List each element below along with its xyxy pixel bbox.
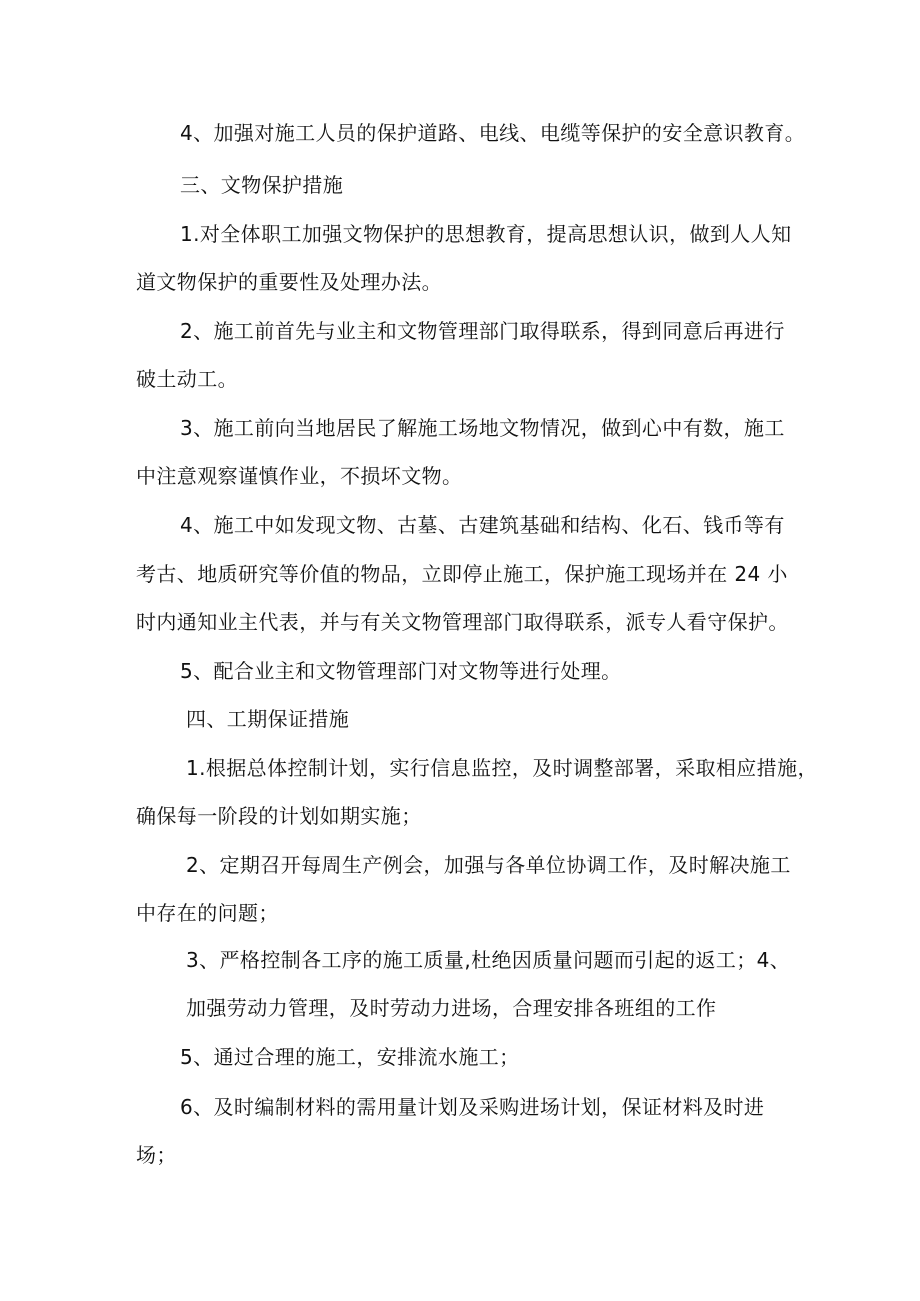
- paragraph-line: 5、通过合理的施工，安排流水施工；: [180, 1045, 520, 1069]
- paragraph-line: 2、定期召开每周生产例会，加强与各单位协调工作，及时解决施工: [186, 853, 791, 877]
- paragraph-line: 中注意观察谨慎作业，不损坏文物。: [136, 464, 463, 488]
- paragraph-line: 3、严格控制各工序的施工质量,杜绝因质量问题而引起的返工；4、: [186, 948, 791, 972]
- paragraph-line: 5、配合业主和文物管理部门对文物等进行处理。: [180, 659, 622, 683]
- paragraph-line: 4、施工中如发现文物、古墓、古建筑基础和结构、化石、钱币等有: [180, 513, 785, 537]
- section-heading: 四、工期保证措施: [186, 707, 350, 731]
- paragraph-line: 1.对全体职工加强文物保护的思想教育，提高思想认识，做到人人知: [180, 222, 792, 246]
- paragraph-line: 场；: [136, 1143, 177, 1167]
- paragraph-line: 加强劳动力管理，及时劳动力进场，合理安排各班组的工作: [186, 996, 717, 1020]
- paragraph-line: 破土动工。: [136, 367, 238, 391]
- paragraph-line: 时内通知业主代表，并与有关文物管理部门取得联系，派专人看守保护。: [136, 610, 789, 634]
- paragraph-line: 6、及时编制材料的需用量计划及采购进场计划，保证材料及时进: [180, 1095, 765, 1119]
- paragraph-line: 道文物保护的重要性及处理办法。: [136, 270, 442, 294]
- paragraph-line: 2、施工前首先与业主和文物管理部门取得联系，得到同意后再进行: [180, 319, 785, 343]
- paragraph-line: 考古、地质研究等价值的物品，立即停止施工，保护施工现场并在 24 小: [136, 562, 788, 586]
- paragraph-line: 中存在的问题；: [136, 901, 279, 925]
- section-heading: 三、文物保护措施: [180, 173, 344, 197]
- paragraph-line: 1.根据总体控制计划，实行信息监控，及时调整部署，采取相应措施，: [186, 756, 818, 780]
- paragraph-line: 确保每一阶段的计划如期实施；: [136, 804, 422, 828]
- paragraph-line: 4、加强对施工人员的保护道路、电线、电缆等保护的安全意识教育。: [180, 121, 806, 145]
- paragraph-line: 3、施工前向当地居民了解施工场地文物情况，做到心中有数，施工: [180, 416, 785, 440]
